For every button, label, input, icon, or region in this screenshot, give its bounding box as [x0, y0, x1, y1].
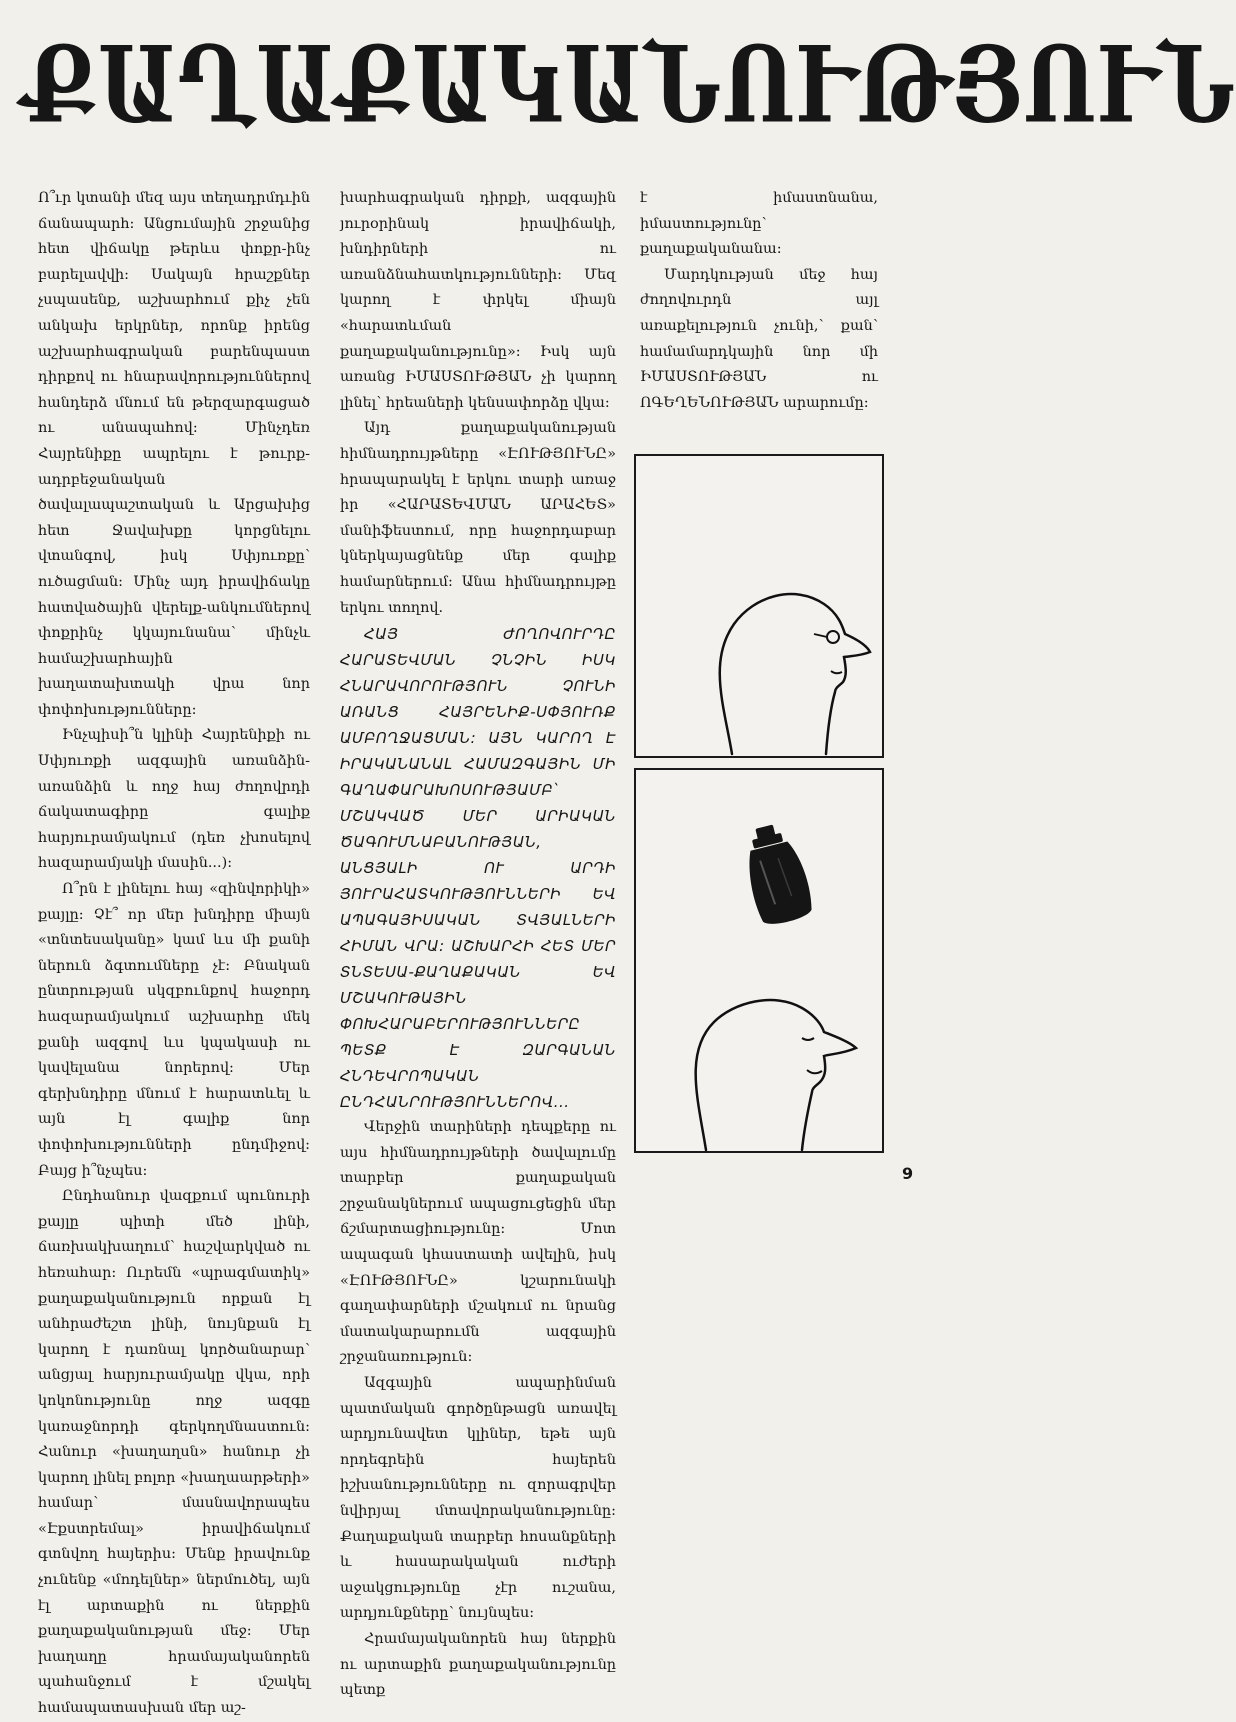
paragraph: Ո՞ւր կտանի մեզ այս տեղադրմդւին ճանապարհ: Անցումային շրջանից հետ վիճակը թերևս փոքր-ինչ բարելավվի: Սակայն հրաշքներ չսպասենք, աշխարհում քիչ չեն անկախ երկրներ, որոնք իրենց աշխարհագրական բարենպաստ դիրքով ու հնարավորություններով հանդերձ մնում են թերզարգացած ու անապահով: Մինչդեռ Հայրենիքը ապրելու է թուրք-ադրբեջանական ծավալապաշտական և Արցախից հետ Ջավախքը կորցնելու վտանգով, իսկ Սփյուռքը՝ ուծացման: Մինչ այդ իրավիճակը հատվածային վերելք-անկումներով փոքրինչ կկայունանա՝ մինչև համաշխարհային խաղատախտակի վրա նոր փոփոխությունները:	[38, 190, 310, 718]
paragraph: Ընդհանուր վազքում պունուրի քայլը պիտի մեծ լինի, ճառխակխաղում՝ հաշվարկված ու հեռահար: Ուրեմն «պրագմատիկ» քաղաքականություն որքան էլ անհրաժեշտ լինի, նույնքան էլ կարող է դառնալ կործանարար՝ անցյալ հարյուրամյակը վկա, որի կոկոնությունը ողջ ազգը կառաջնորդի գերկողմնաստուն: Հանուր «խաղաղսն» հանուր չի կարող լինել բոլոր «խաղաարթերի» համար՝ մասնավորապես «Էքստրեմալ» իրավիճակում գտնվող հայերիս: Մենք իրավունք չունենք «մոդելներ» ներմուծել, այն էլ արտաքին ու ներքին քաղաքականության մեջ: Մեր խաղաղը հրամայականորեն պահանջում է մշակել համապատասխան մեր աշ-	[38, 1188, 310, 1717]
weight-head-illustration	[636, 770, 882, 1151]
paragraph: Ինչպիսի՞ն կլինի Հայրենիքի ու Սփյուռքի ազգային առանձին-առանձին և ողջ հայ ժողովրդի ճակատագիրը գալիք հարյուրամյակում (դեռ չխոսելով հազարամյակի մասին...):	[38, 727, 310, 872]
column-3	[640, 186, 878, 416]
paragraph: Ո՞րն է լինելու հայ «զինվորիկի» քայլը: Չէ՞ որ մեր խնդիրը միայն «տնտեսականը» կամ ևս մի քանի ներուն ձգտումները չէ: Բնական ընտրության սկզբունքով հաջորդ հազարամյակում աշխարհը մեկ քանի ազգով ևս կպակասի ու կավելանա նորերով: Մեր գերխնդիրը մնում է հարատևել և այն էլ գալիք նոր փոփոխությունների ընդմիջով: Բայց ի՞նչպես:	[38, 881, 310, 1179]
paragraph: է իմաստնանա, իմաստությունը՝ քաղաքականանա:	[640, 190, 878, 258]
paragraph: Այդ քաղաքականության հիմնադրույթները «ԷՈՒԹՅՈՒՆԸ» հրապարակել է երկու տարի առաջ իր «ՀԱՐԱՏԵՎՄԱՆ ԱՐԱՀԵՏ» մանիֆեստում, որը հաջորդաբար կներկայացնենք մեր գալիք համարներում: Անա հիմնադրույթը երկու տողով.	[340, 420, 616, 616]
thinking-head-illustration	[636, 456, 882, 756]
column-1	[38, 186, 310, 1722]
paragraph: Ազգային ապարինման պատմական գործընթացն առավել արդյունավետ կլիներ, եթե այն որդեգրեին հայերեն իշխանությունները ու զորագրվեր նվիրյալ մտավորականությունը: Քաղաքական տարբեր հոսանքների և հասարակական ուժերի աջակցությունը չէր ուշանա, արդյունքները՝ նույնպես:	[340, 1375, 616, 1622]
cartoon-panel-thinking-head	[634, 454, 884, 758]
paragraph: խարհագրական դիրքի, ազգային յուրօրինակ իրավիճակի, խնդիրների ու առանձնահատկությունների: Մեզ կարող է փրկել միայն «հարատևման քաղաքականությունը»: Իսկ այն առանց ԻՄԱՍՏՈՒԹՅԱՆ չի կարող լինել՝ հրեաների կենսափորձը վկա:	[340, 190, 616, 411]
paragraph: Մարդկության մեջ հայ ժողովուրդն այլ առաքելություն չունի,՝ քան՝ համամարդկային նոր մի ԻՄԱՍՏՈՒԹՅԱՆ ու ՈԳԵՂԵՆՈՒԹՅԱՆ արարումը:	[640, 266, 878, 411]
page-title: ՔԱՂԱՔԱԿԱՆՈՒԹՅՈՒՆ	[22, 22, 1236, 147]
manifesto-caps-paragraph: ՀԱՅ ԺՈՂՈՎՈՒՐԴԸ ՀԱՐԱՏԵՎՄԱՆ ՉՆՉԻՆ ԻՍԿ ՀՆԱՐԱՎՈՐՈՒԹՅՈՒՆ ՉՈՒՆԻ ԱՌԱՆՑ ՀԱՅՐԵՆԻՔ-ՍՓՅՈՒՌՔ ԱՄԲՈՂՋԱՑՄԱՆ: ԱՅՆ ԿԱՐՈՂ Է ԻՐԱԿԱՆԱՆԱԼ ՀԱՄԱԶԳԱՅԻՆ ՄԻ ԳԱՂԱՓԱՐԱԽՈՍՈՒԹՅԱՄԲ՝ ՄՇԱԿՎԱԾ ՄԵՐ ԱՐԻԱԿԱՆ ԾԱԳՈՒՄՆԱԲԱՆՈՒԹՅԱՆ, ԱՆՑՅԱԼԻ ՈՒ ԱՐԴԻ ՅՈՒՐԱՀԱՏԿՈՒԹՅՈՒՆՆԵՐԻ ԵՎ ԱՊԱԳԱՅԻՍԱԿԱՆ ՏՎՅԱԼՆԵՐԻ ՀԻՄԱՆ ՎՐԱ: ԱՇԽԱՐՀԻ ՀԵՏ ՄԵՐ ՏՆՏԵՍԱ-ՔԱՂԱՔԱԿԱՆ ԵՎ ՄՇԱԿՈՒԹԱՅԻՆ ՓՈԽՀԱՐԱԲԵՐՈՒԹՅՈՒՆՆԵՐԸ ՊԵՏՔ Է ԶԱՐԳԱՆԱՆ ՀՆԴԵՎՐՈՊԱԿԱՆ ԸՆԴՀԱՆՐՈՒԹՅՈՒՆՆԵՐՈՎ...	[340, 625, 616, 1112]
paragraph: Վերջին տարիների դեպքերը ու այս հիմնադրույթների ծավալումը տարբեր քաղաքական շրջանակներում ապացուցեցին մեր ճշմարտացիությունը: Մոտ ապագան կհաստատի ավելին, իսկ «ԷՈՒԹՅՈՒՆԸ» կշարունակի գաղափարների մշակում ու նրանց մատակարարումն ազգային շրջանառություն:	[340, 1119, 616, 1366]
cartoon-panel-weight-head	[634, 768, 884, 1153]
paragraph: Հրամայականորեն հայ ներքին ու արտաքին քաղաքականությունը պետք	[340, 1630, 616, 1699]
page-number: 9	[902, 1164, 914, 1183]
weight-icon	[738, 820, 816, 929]
column-2	[340, 186, 616, 1704]
